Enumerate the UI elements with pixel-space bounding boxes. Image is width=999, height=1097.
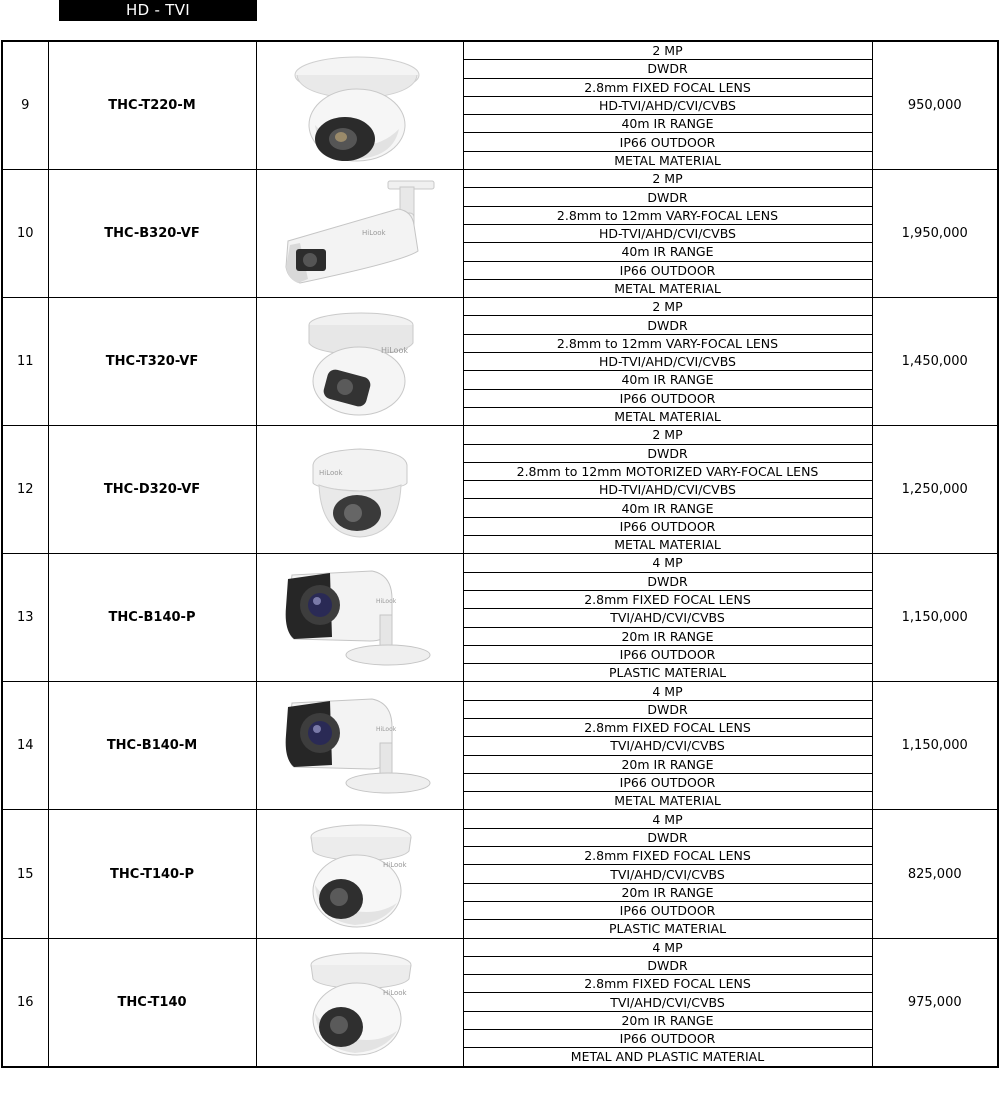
bullet-camera-icon [280,687,440,805]
product-price: 950,000 [872,41,998,170]
product-number: 14 [2,682,48,810]
spec-row [2,41,998,60]
spec-row [2,938,998,956]
product-model: THC-T140 [48,938,256,1067]
product-price: 1,950,000 [872,170,998,298]
spec-cell: 4 MP [463,810,872,828]
spec-cell: 2.8mm FIXED FOCAL LENS [463,78,872,96]
turret-vf-camera-icon [285,303,435,421]
spec-cell: IP66 OUTDOOR [463,389,872,407]
camera-image [256,554,463,682]
spec-cell: IP66 OUTDOOR [463,645,872,663]
spec-cell: HD-TVI/AHD/CVI/CVBS [463,481,872,499]
product-price: 1,250,000 [872,426,998,554]
spec-cell: PLASTIC MATERIAL [463,920,872,938]
svg-text:HiLook: HiLook [375,597,396,605]
product-model: THC-B140-M [48,682,256,810]
spec-row [2,170,998,188]
product-number: 13 [2,554,48,682]
spec-cell: 2.8mm to 12mm MOTORIZED VARY-FOCAL LENS [463,462,872,480]
spec-cell: DWDR [463,60,872,78]
spec-cell: 20m IR RANGE [463,627,872,645]
product-model: THC-T220-M [48,41,256,170]
spec-cell: 40m IR RANGE [463,243,872,261]
product-price: 1,450,000 [872,298,998,426]
spec-cell: 2 MP [463,426,872,444]
svg-text:HiLook: HiLook [318,468,343,477]
spec-cell: METAL MATERIAL [463,151,872,169]
spec-cell: HD-TVI/AHD/CVI/CVBS [463,224,872,242]
spec-row [2,810,998,828]
spec-cell: 2.8mm to 12mm VARY-FOCAL LENS [463,334,872,352]
spec-cell: HD-TVI/AHD/CVI/CVBS [463,96,872,114]
spec-cell: PLASTIC MATERIAL [463,664,872,682]
spec-cell: TVI/AHD/CVI/CVBS [463,737,872,755]
spec-cell: 2.8mm to 12mm VARY-FOCAL LENS [463,206,872,224]
svg-text:HiLook: HiLook [382,989,407,998]
spec-cell: 2.8mm FIXED FOCAL LENS [463,847,872,865]
spec-cell: IP66 OUTDOOR [463,1030,872,1048]
bullet-camera-icon [280,559,440,677]
spec-cell: TVI/AHD/CVI/CVBS [463,865,872,883]
camera-image [256,682,463,810]
spec-cell: 20m IR RANGE [463,883,872,901]
turret-small-camera-icon [285,815,435,933]
svg-text:HiLook: HiLook [361,228,386,237]
camera-image [256,170,463,298]
spec-cell: DWDR [463,700,872,718]
spec-cell: 4 MP [463,938,872,956]
spec-row [2,682,998,700]
spec-cell: 4 MP [463,682,872,700]
camera-image [256,298,463,426]
spec-cell: DWDR [463,572,872,590]
product-price: 825,000 [872,810,998,938]
product-price-table [1,40,999,1068]
spec-cell: IP66 OUTDOOR [463,517,872,535]
turret-small-camera-icon [285,943,435,1061]
product-number: 15 [2,810,48,938]
turret-camera-icon [285,47,435,165]
product-model: THC-T320-VF [48,298,256,426]
spec-row [2,554,998,572]
product-model: THC-B140-P [48,554,256,682]
spec-cell: METAL MATERIAL [463,536,872,554]
spec-row [2,426,998,444]
bullet-vf-camera-icon [280,175,440,293]
spec-cell: IP66 OUTDOOR [463,901,872,919]
product-model: THC-T140-P [48,810,256,938]
spec-cell: 2.8mm FIXED FOCAL LENS [463,718,872,736]
spec-cell: IP66 OUTDOOR [463,773,872,791]
product-number: 11 [2,298,48,426]
spec-cell: 2 MP [463,41,872,60]
spec-cell: DWDR [463,316,872,334]
spec-cell: METAL AND PLASTIC MATERIAL [463,1048,872,1067]
product-price: 975,000 [872,938,998,1067]
spec-cell: 2.8mm FIXED FOCAL LENS [463,590,872,608]
product-model: THC-D320-VF [48,426,256,554]
spec-cell: IP66 OUTDOOR [463,261,872,279]
spec-cell: 2.8mm FIXED FOCAL LENS [463,975,872,993]
svg-text:HiLook: HiLook [382,861,407,869]
spec-row [2,298,998,316]
product-model: THC-B320-VF [48,170,256,298]
spec-cell: TVI/AHD/CVI/CVBS [463,993,872,1011]
dome-camera-icon [285,431,435,549]
camera-image [256,426,463,554]
spec-cell: DWDR [463,956,872,974]
product-price: 1,150,000 [872,682,998,810]
spec-cell: 20m IR RANGE [463,1011,872,1029]
product-number: 12 [2,426,48,554]
spec-cell: METAL MATERIAL [463,279,872,297]
spec-cell: METAL MATERIAL [463,407,872,425]
spec-cell: 2 MP [463,298,872,316]
product-number: 10 [2,170,48,298]
spec-cell: 4 MP [463,554,872,572]
product-price: 1,150,000 [872,554,998,682]
product-number: 9 [2,41,48,170]
spec-cell: 2 MP [463,170,872,188]
spec-cell: 40m IR RANGE [463,115,872,133]
svg-text:HiLook: HiLook [375,725,396,733]
spec-cell: DWDR [463,444,872,462]
svg-text:HiLook: HiLook [380,345,408,355]
spec-cell: IP66 OUTDOOR [463,133,872,151]
spec-cell: METAL MATERIAL [463,792,872,810]
spec-cell: 40m IR RANGE [463,371,872,389]
spec-cell: 40m IR RANGE [463,499,872,517]
spec-cell: DWDR [463,828,872,846]
camera-image [256,41,463,170]
spec-cell: 20m IR RANGE [463,755,872,773]
spec-cell: TVI/AHD/CVI/CVBS [463,609,872,627]
camera-image [256,938,463,1067]
product-number: 16 [2,938,48,1067]
spec-cell: DWDR [463,188,872,206]
spec-cell: HD-TVI/AHD/CVI/CVBS [463,353,872,371]
camera-image [256,810,463,938]
section-header: HD - TVI [59,0,257,21]
